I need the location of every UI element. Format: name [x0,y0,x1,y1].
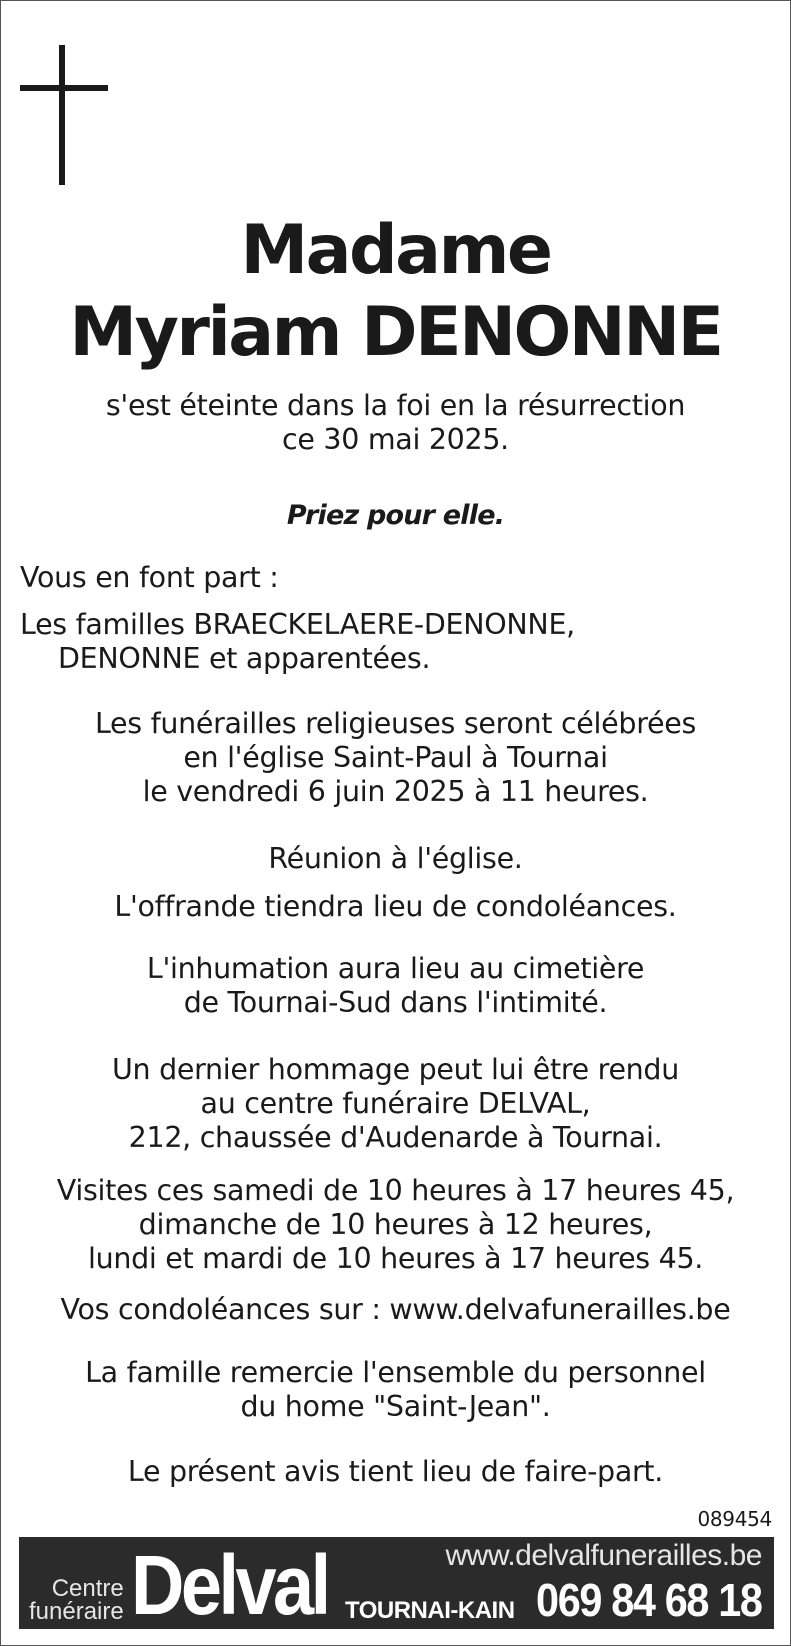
condolences-text: Vos condoléances sur : www.delvafunerailles.be [60,1293,731,1326]
meeting-text: Réunion à l'église. [268,842,523,875]
phone-number[interactable]: 069 84 68 18 [536,1574,762,1626]
death-line: s'est éteinte dans la foi en la résurrection [105,389,686,422]
funeral-line: Les funérailles religieuses seront célébrées [94,707,696,740]
title-honorific: Madame [240,211,551,290]
cross-vertical-bar [59,45,65,185]
burial-line: L'inhumation aura lieu au cimetière [146,952,645,985]
funeral-line: le vendredi 6 juin 2025 à 11 heures. [142,775,649,808]
family-line: DENONNE et apparentées. [58,642,431,675]
tribute-details [1,1053,790,1155]
funeral-home-banner [19,1537,774,1629]
city-label: TOURNAI-KAIN [345,1597,515,1624]
thanks-line: La famille remercie l'ensemble du personnel [85,1356,706,1389]
notice-text: Le présent avis tient lieu de faire-part. [127,1455,664,1488]
tribute-line: au centre funéraire DELVAL, [200,1087,591,1120]
brand-logo: Delval [131,1538,328,1629]
thanks-line: du home "Saint-Jean". [240,1390,551,1423]
death-date: ce 30 mai 2025. [282,423,509,456]
notice [1,1455,790,1489]
family-line: Les familles BRAECKELAERE-DENONNE, [20,608,575,641]
offering-text: L'offrande tiendra lieu de condoléances. [114,890,677,923]
funeral-line: en l'église Saint-Paul à Tournai [183,741,608,774]
condolences [1,1293,790,1327]
offering [1,890,790,924]
prayer-text: Priez pour elle. [286,500,505,531]
centre-label [29,1577,124,1623]
title-name: Myriam DENONNE [69,293,722,372]
announcement-intro [20,561,790,595]
centre-line: funéraire [29,1598,124,1625]
funeral-details [1,707,790,809]
visit-line: Visites ces samedi de 10 heures à 17 heures 45, [56,1174,735,1207]
reference-number: 089454 [697,1507,772,1531]
visit-line: lundi et mardi de 10 heures à 17 heures 45. [87,1242,704,1275]
centre-line: Centre [51,1575,124,1602]
intro-text: Vous en font part : [20,561,279,594]
death-statement [1,389,790,457]
visit-hours [1,1174,790,1276]
website-link[interactable]: www.delvalfunerailles.be [445,1539,762,1572]
family-names [20,608,790,676]
visit-line: dimanche de 10 heures à 12 heures, [138,1208,653,1241]
cross-horizontal-bar [20,85,108,91]
prayer [1,499,790,533]
thanks [1,1356,790,1424]
meeting [1,842,790,876]
burial-line: de Tournai-Sud dans l'intimité. [183,986,608,1019]
burial-details [1,952,790,1020]
tribute-line: 212, chaussée d'Audenarde à Tournai. [128,1121,663,1154]
tribute-line: Un dernier hommage peut lui être rendu [111,1053,679,1086]
